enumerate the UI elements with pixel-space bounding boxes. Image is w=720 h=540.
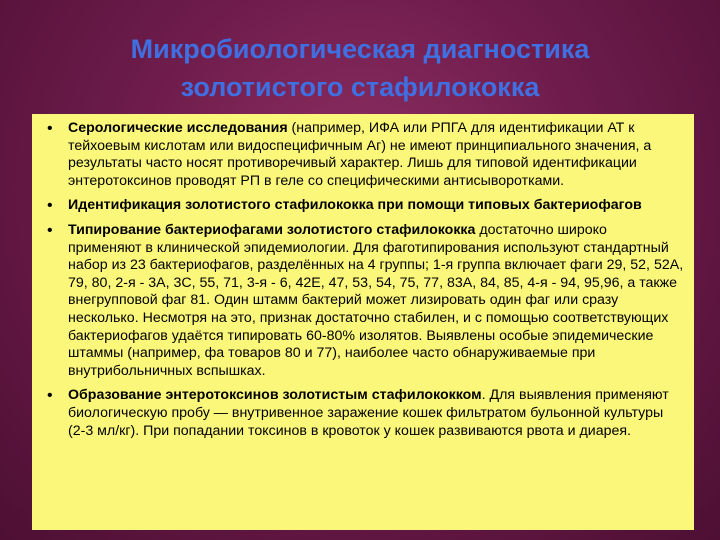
bullet-text: . Для выявления применяют биологическую пробу — внутривенное заражение кошек фильтратом бульонной культуры (2-3 мл/кг). При попадании токсинов в кровоток у кошек развиваются рвота и диарея. [68,387,669,439]
bullet-bold-text: Серологические исследования [68,120,288,136]
bullet-text: (например, ИФА или РПГА для идентификации АТ к тейхоевым кислотам или видоспецифичным Аг) не имеют принципиального значения, а результаты часто носят противоречивый характер. Лишь для типовой идентификации энтеротоксинов проводят РП в геле со специфическими антисыворотками. [68,120,652,189]
bullet-item-enterotoxins [46,387,684,440]
bullet-bold-text: Идентификация золотистого стафилококка при помощи типовых бактериофагов [68,197,642,214]
bullet-text: достаточно широко применяют в клинической эпидемиологии. Для фаготипирования используют стандартный набор из 23 бактериофагов, разделённых на 4 группы; 1-я группа включает фаги 29, 52, 52А, 79, 80, 2-я - 3А, 3С, 55, 71, 3-я - 6, 42Е, 47, 53, 54, 75, 77, 83А, 84, 85, 4-я - 94, 95,96, а также внегрупповой фаг 81. Один штамм бактерий может лизировать один фаг или сразу несколько. Несмотря на это, признак достаточно стабилен, и с помощью соответствующих бактериофагов удаётся типировать 60-80% изолятов. Выявлены особые эпидемические штаммы (например, фа товаров 80 и 77), наиболее часто обнаруживаемые при внутрибольничных вспышках. [68,221,684,379]
bullet-item-serology [46,120,684,190]
bullet-list [46,120,684,440]
slide-title [0,30,720,106]
slide-title-line-1: Микробиологическая диагностика [130,34,590,64]
bullet-icon: • [47,387,53,405]
bullet-item-phage-typing [46,222,684,380]
bullet-icon: • [47,120,53,137]
slide-title-line-2: золотистого стафилококка [180,72,540,102]
content-box [32,114,694,530]
bullet-item-identification [46,197,684,215]
bullet-icon: • [47,221,53,239]
bullet-bold-text: Образование энтеротоксинов золотистым стафилококком [68,387,482,404]
bullet-bold-text: Типирование бактериофагами золотистого стафилококка [68,221,476,238]
bullet-icon: • [47,197,53,215]
